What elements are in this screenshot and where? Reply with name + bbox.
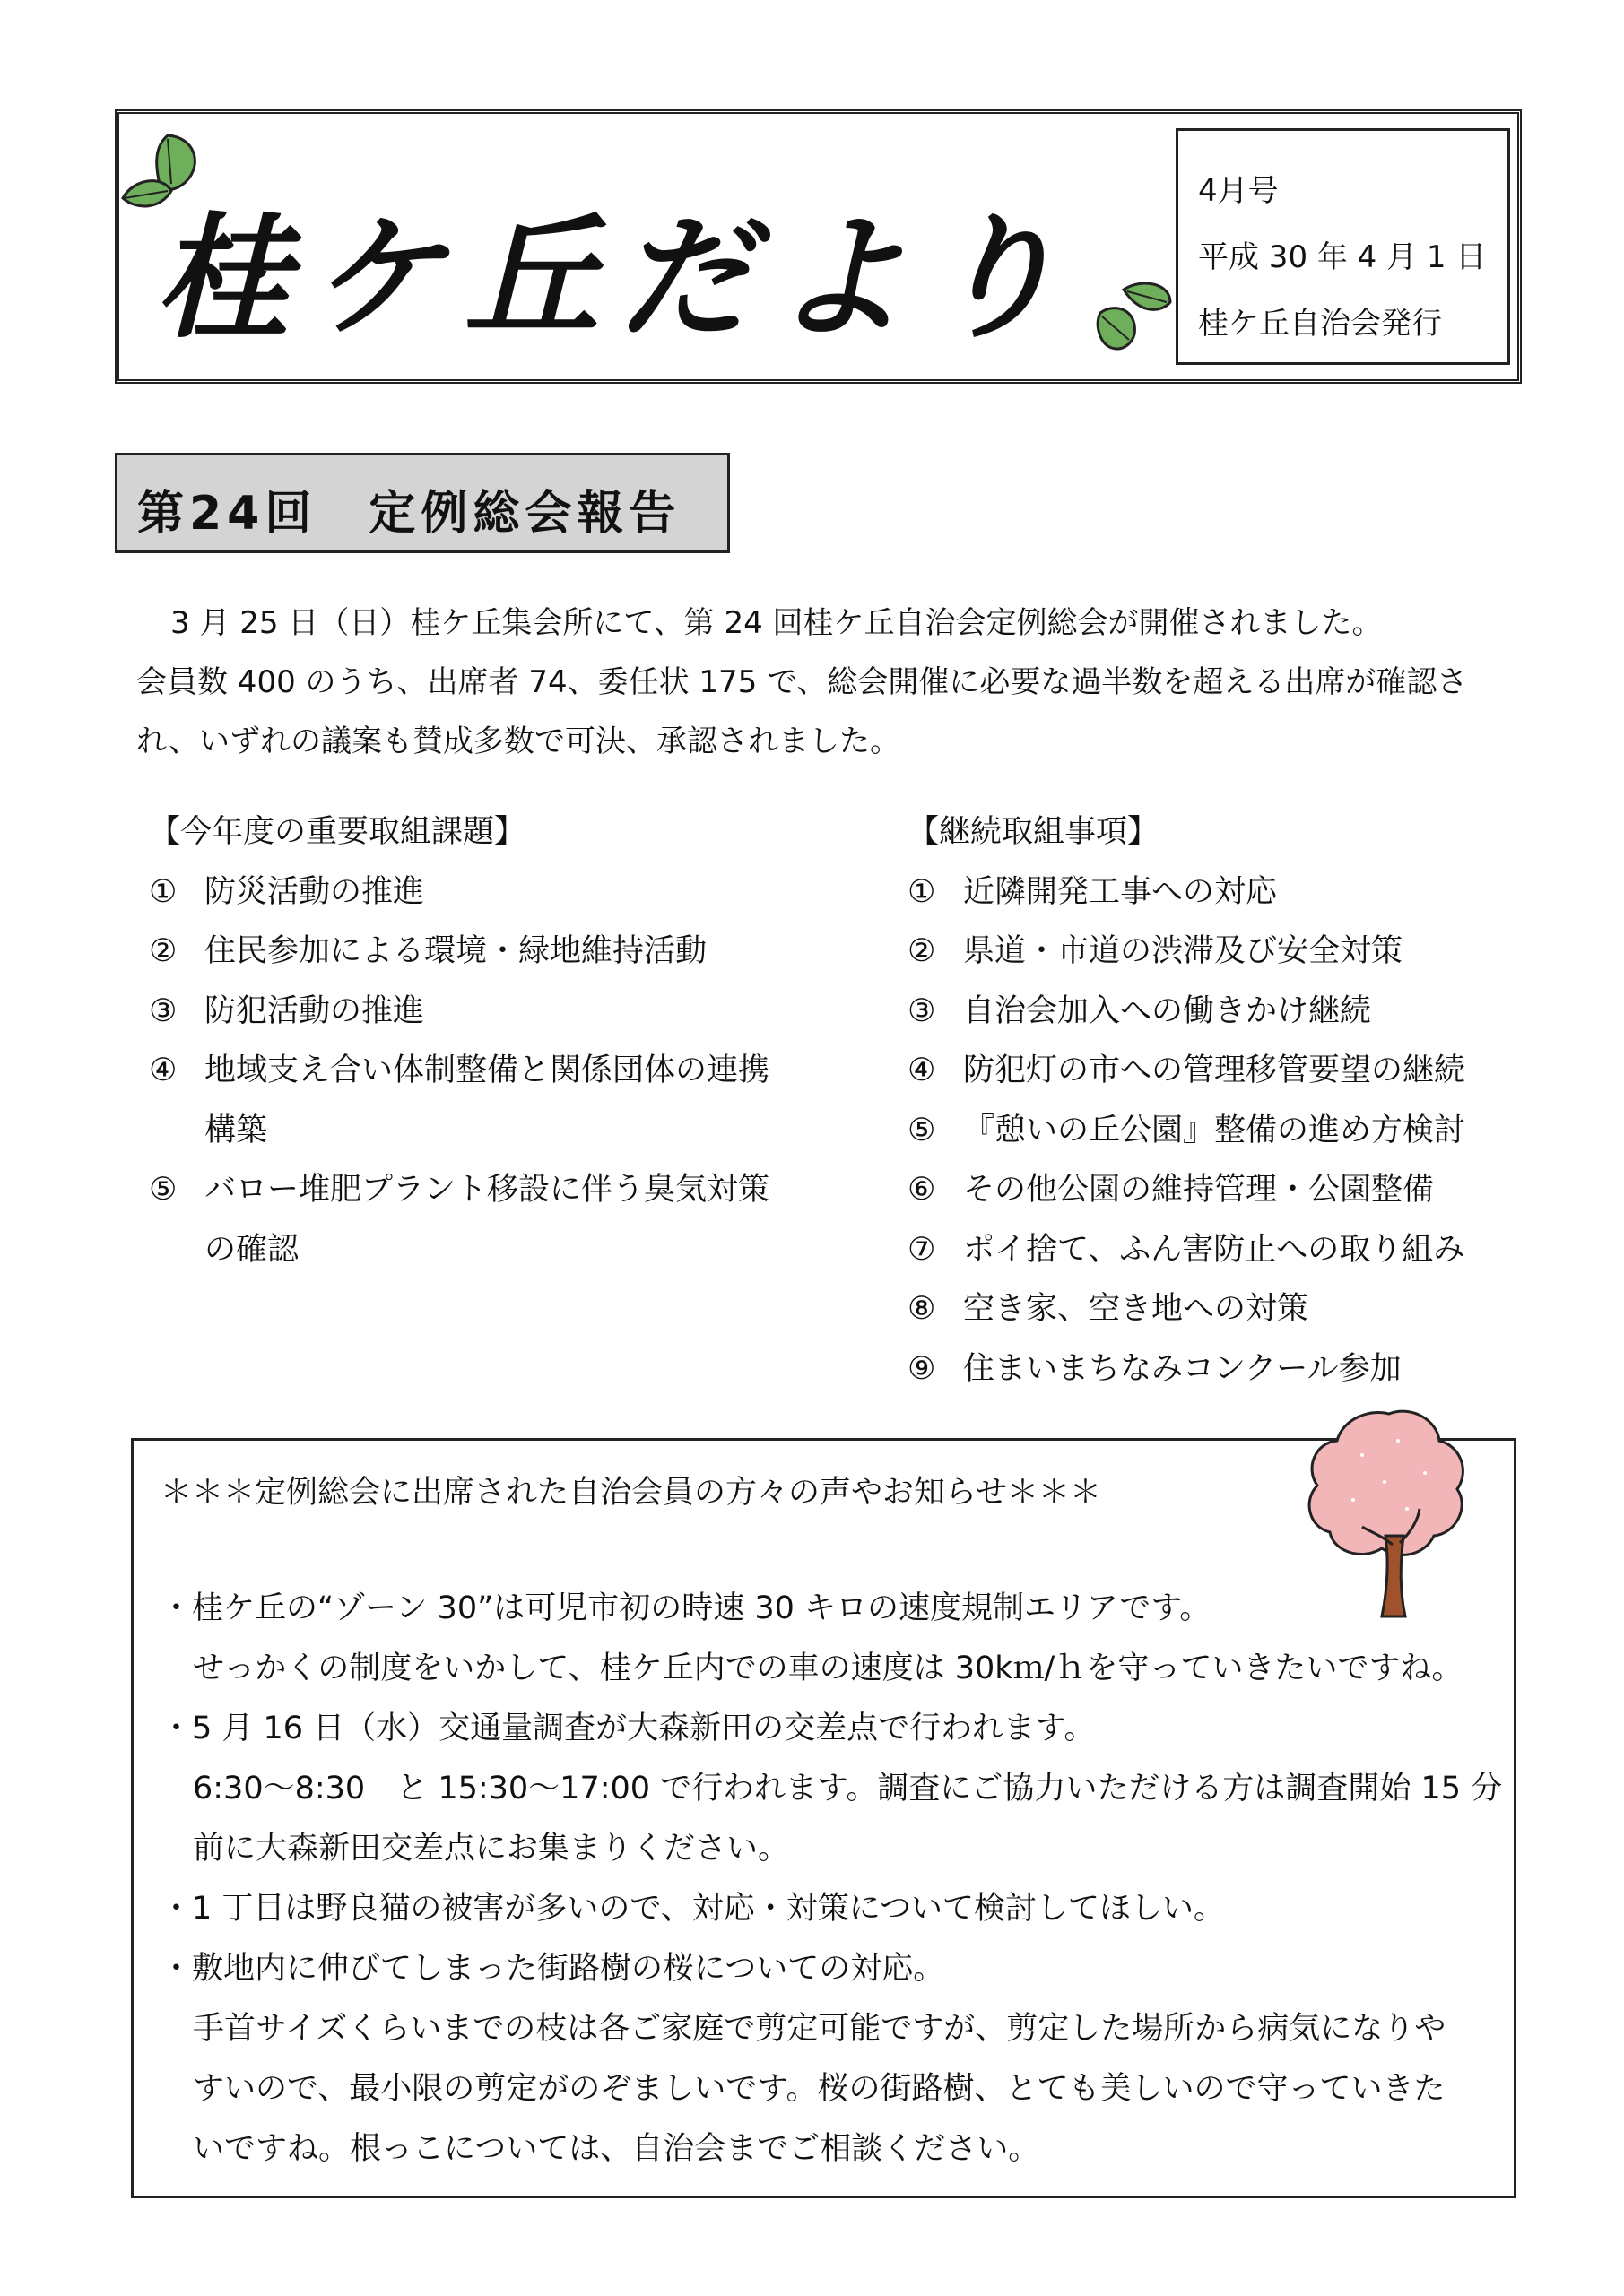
item-text: その他公園の維持管理・公園整備 [963, 1172, 1435, 1208]
item-text: バロー堆肥プラント移設に伴う臭気対策 [204, 1172, 770, 1208]
item-text: 住まいまちなみコンクール参加 [963, 1350, 1402, 1387]
list-item [908, 1101, 1535, 1161]
item-number: ⑥ [908, 1172, 936, 1208]
notice-line: 手首サイズくらいまでの枝は各ご家庭で剪定可能ですが、剪定した場所から病気になりや [193, 2011, 1446, 2047]
item-number: ④ [908, 1053, 936, 1088]
notice-line: ・5 月 16 日（水）交通量調査が大森新田の交差点で行われます。 [161, 1711, 1096, 1746]
item-text: 近隣開発工事への対応 [963, 873, 1278, 910]
item-text: 県道・市道の渋滞及び安全対策 [963, 933, 1403, 969]
item-number: ② [149, 933, 178, 969]
item-number: ② [908, 933, 936, 969]
item-text: 自治会加入への働きかけ継続 [963, 992, 1372, 1029]
masthead [115, 109, 1522, 384]
list-item [908, 862, 1535, 923]
notice-line: 前に大森新田交差点にお集まりください。 [193, 1831, 790, 1867]
issue-label: 4月号 [1198, 173, 1279, 209]
notice-line: いですね。根っこについては、自治会までご相談ください。 [193, 2131, 1040, 2167]
item-text: ポイ捨て、ふん害防止への取り組み [963, 1231, 1465, 1268]
item-number: ③ [149, 992, 178, 1029]
publisher: 桂ケ丘自治会発行 [1198, 306, 1442, 342]
list-item [149, 922, 857, 982]
item-number: ① [149, 873, 178, 910]
ongoing-heading: 【継続取組事項】 [908, 814, 1159, 850]
notice-box [131, 1438, 1516, 2198]
newsletter-title: 桂ケ丘だより [155, 199, 1081, 357]
item-number: ⑧ [908, 1291, 936, 1327]
item-text: 地域支え合い体制整備と関係団体の連携 [204, 1053, 770, 1088]
issue-info-box [1176, 128, 1510, 365]
list-item [149, 1041, 857, 1160]
list-item [908, 1279, 1535, 1339]
list-item [149, 982, 857, 1042]
item-number: ③ [908, 992, 936, 1029]
list-item [908, 1160, 1535, 1220]
ongoing-list [908, 802, 1535, 1399]
item-number: ④ [149, 1053, 178, 1088]
notice-heading: ＊＊＊定例総会に出席された自治会員の方々の声やお知らせ＊＊＊ [161, 1475, 1101, 1511]
notice-line: ・桂ケ丘の“ゾーン 30”は可児市初の時速 30 キロの速度規制エリアです。 [161, 1590, 1211, 1626]
list-item [908, 1339, 1535, 1399]
section-heading: 第24回 定例総会報告 [115, 453, 730, 553]
item-text: 『憩いの丘公園』整備の進め方検討 [963, 1112, 1466, 1148]
notice-line: ・敷地内に伸びてしまった街路樹の桜についての対応。 [161, 1951, 945, 1987]
issue-date: 平成 30 年 4 月 1 日 [1198, 239, 1487, 275]
item-text: 防犯活動の推進 [204, 992, 425, 1029]
notice-line: せっかくの制度をいかして、桂ケ丘内での車の速度は 30kｍ/ｈを守っていきたいですね。 [193, 1651, 1463, 1686]
item-number: ① [908, 873, 936, 910]
list-item [908, 1041, 1535, 1101]
item-text: の確認 [204, 1231, 300, 1268]
list-item [908, 1220, 1535, 1280]
item-text: 防災活動の推進 [204, 873, 425, 910]
list-item [908, 982, 1535, 1042]
list-item [149, 1160, 857, 1279]
notice-line: 6:30～8:30 と 15:30～17:00 で行われます。調査にご協力いただける方は調査開始 15 分 [193, 1771, 1503, 1806]
item-text: 住民参加による環境・緑地維持活動 [204, 933, 708, 969]
list-item [149, 862, 857, 923]
intro-paragraph [136, 593, 1535, 771]
list-item [908, 922, 1535, 982]
priorities-list [149, 802, 857, 1279]
intro-line: れ、いずれの議案も賛成多数で可決、承認されました。 [136, 723, 901, 759]
item-number: ⑨ [908, 1350, 936, 1387]
notice-body [161, 1579, 1506, 2179]
notice-line: すいので、最小限の剪定がのぞましいです。桜の街路樹、とても美しいので守っていきた [193, 2071, 1446, 2107]
intro-line: 会員数 400 のうち、出席者 74、委任状 175 で、総会開催に必要な過半数を超える出席が確認さ [136, 664, 1468, 700]
leaf-icon [1088, 273, 1186, 363]
item-number: ⑤ [149, 1172, 178, 1208]
notice-line: ・1 丁目は野良猫の被害が多いので、対応・対策について検討してほしい。 [161, 1891, 1225, 1927]
item-number: ⑦ [908, 1231, 936, 1268]
item-text: 空き家、空き地への対策 [963, 1291, 1309, 1327]
item-number: ⑤ [908, 1112, 936, 1148]
intro-line: 3 月 25 日（日）桂ケ丘集会所にて、第 24 回桂ケ丘自治会定例総会が開催されました。 [170, 605, 1383, 641]
priorities-heading: 【今年度の重要取組課題】 [149, 814, 526, 850]
item-text: 防犯灯の市への管理移管要望の継続 [963, 1053, 1466, 1088]
item-text: 構築 [204, 1112, 268, 1148]
